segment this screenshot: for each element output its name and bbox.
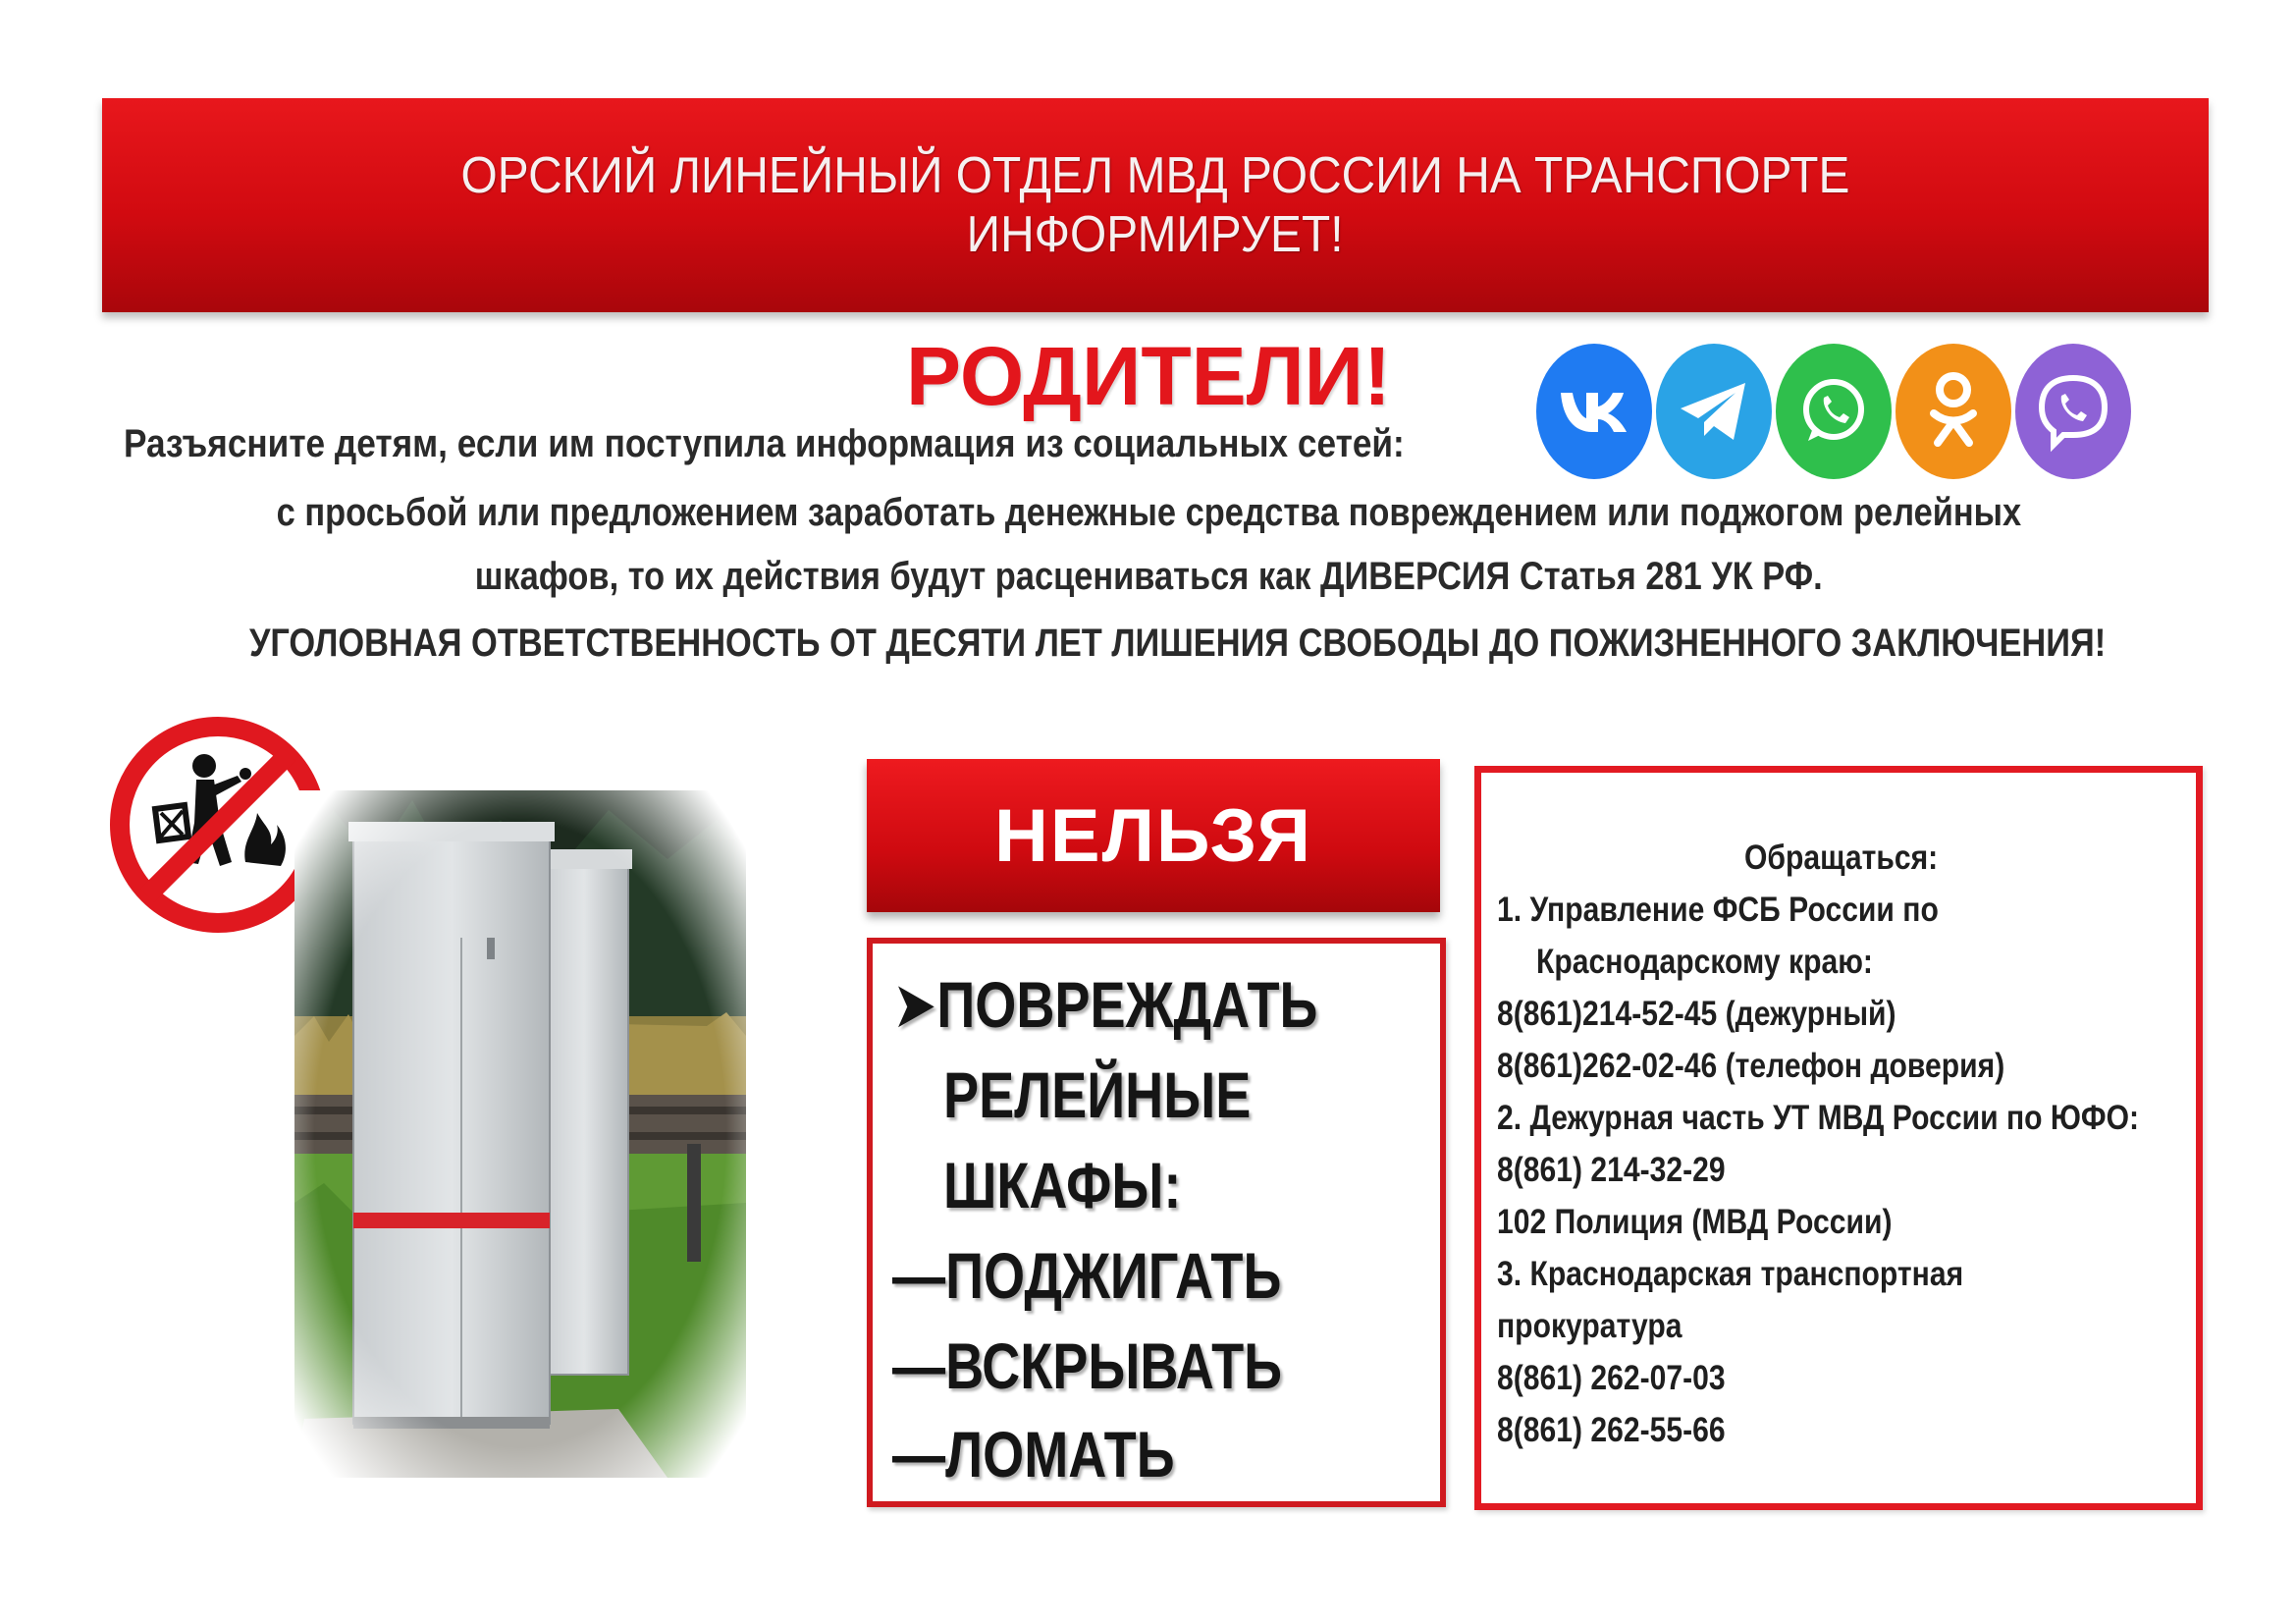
forbidden-title: НЕЛЬЗЯ (867, 759, 1440, 912)
forbidden-list (867, 938, 1446, 1507)
header-banner (102, 98, 2209, 312)
banner-title-line-1: ОРСКИЙ ЛИНЕЙНЫЙ ОТДЕЛ МВД РОССИИ НА ТРАНСПОРТЕ (460, 147, 1850, 204)
relay-cabinet-photo (294, 790, 746, 1478)
forbidden-item-text: ЛОМАТЬ (945, 1418, 1175, 1490)
paragraph-line-2-text: шкафов, то их действия будут расцениваться как ДИВЕРСИЯ Статья 281 УК РФ. (474, 555, 1823, 598)
dash-icon: — (892, 1239, 946, 1312)
banner-title-line-2: ИНФОРМИРУЕТ! (967, 206, 1344, 263)
forbidden-item-text: ПОДЖИГАТЬ (945, 1239, 1282, 1312)
social-icons-row (1536, 344, 2131, 479)
contacts-title: Обращаться: (1744, 839, 1939, 877)
forbidden-item-relay: РЕЛЕЙНЫЕ (943, 1058, 1252, 1131)
paragraph-line-3-text: УГОЛОВНАЯ ОТВЕТСТВЕННОСТЬ ОТ ДЕСЯТИ ЛЕТ ЛИШЕНИЯ СВОБОДЫ ДО ПОЖИЗНЕННОГО ЗАКЛЮЧЕНИЯ! (248, 622, 2107, 665)
phone-line: 8(861)214-52-45 (дежурный) (1497, 995, 1896, 1033)
forbidden-item-cabinets: ШКАФЫ: (943, 1149, 1182, 1221)
phone-line: 8(861) 214-32-29 (1497, 1151, 1726, 1189)
vk-icon (1536, 344, 1652, 479)
forbidden-item-break (892, 1415, 1175, 1493)
dash-icon: — (892, 1329, 946, 1402)
contacts-line: 3. Краснодарская транспортная (1497, 1255, 1964, 1293)
phone-line: 8(861) 262-07-03 (1497, 1359, 1726, 1397)
paragraph-line-3 (98, 617, 2199, 670)
forbidden-item-open (892, 1326, 1282, 1405)
page-heading: РОДИТЕЛИ! (906, 330, 1391, 422)
contacts-line: Краснодарскому краю: (1536, 943, 1873, 981)
contacts-line: 102 Полиция (МВД России) (1497, 1203, 1893, 1241)
phone-line: 8(861) 262-55-66 (1497, 1411, 1726, 1449)
paragraph-line-2 (98, 550, 2199, 603)
paragraph-line-1 (98, 486, 2199, 539)
forbidden-item-damage (892, 965, 1317, 1044)
contacts-line: 2. Дежурная часть УТ МВД России по ЮФО: (1497, 1099, 2140, 1137)
contacts-line: прокуратура (1497, 1307, 1682, 1345)
forbidden-item-text: ВСКРЫВАТЬ (945, 1329, 1283, 1402)
paragraph-line-1-text: с просьбой или предложением заработать денежные средства повреждением или поджогом релейных (276, 491, 2021, 534)
forbidden-item-arson (892, 1236, 1281, 1315)
intro-text: Разъясните детям, если им поступила информация из социальных сетей: (124, 422, 1405, 465)
telegram-icon (1656, 344, 1772, 479)
dash-icon: — (892, 1418, 946, 1490)
arrow-icon: ➤ (892, 968, 937, 1041)
odnoklassniki-icon (1896, 344, 2011, 479)
phone-line: 8(861)262-02-46 (телефон доверия) (1497, 1047, 2005, 1085)
viber-icon (2015, 344, 2131, 479)
contacts-box (1474, 766, 2203, 1510)
contacts-line: 1. Управление ФСБ России по (1497, 891, 1939, 929)
whatsapp-icon (1776, 344, 1892, 479)
forbidden-item-text: ПОВРЕЖДАТЬ (936, 968, 1318, 1041)
